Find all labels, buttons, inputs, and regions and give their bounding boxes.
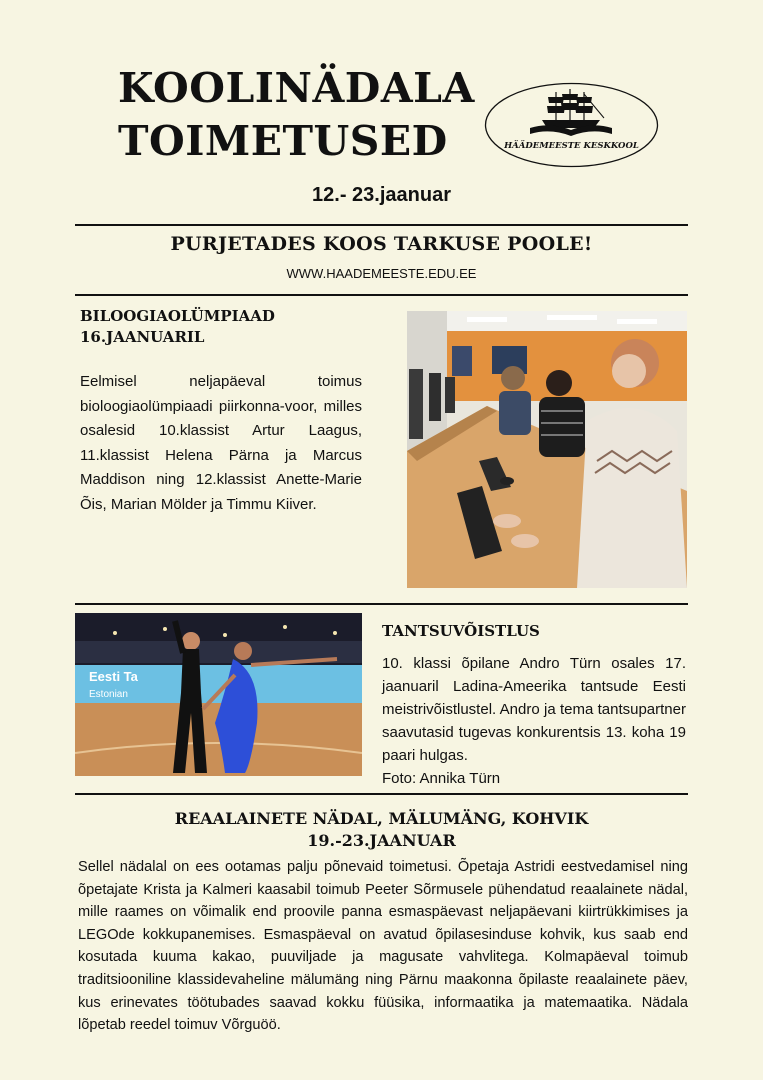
students-at-computers-image: [407, 311, 687, 588]
banner-text-1: Eesti Ta: [89, 669, 138, 684]
biology-heading-line-2: 16.JAANUARIL: [80, 328, 205, 346]
dancing-couple-image: [75, 613, 362, 776]
computer-class-photo: [407, 311, 687, 588]
title-line-2: TOIMETUSED: [118, 117, 448, 165]
science-week-heading-line-2: 19.-23.JAANUAR: [307, 831, 456, 850]
biology-heading: [80, 306, 380, 348]
dance-heading: TANTSUVÕISTLUS: [382, 622, 540, 640]
science-week-heading: [75, 808, 688, 852]
divider: [75, 603, 688, 605]
logo-text: HÄÄDEMEESTE KESKKOOL: [504, 141, 639, 151]
dance-article-text: 10. klassi õpilane Andro Türn osales 17. jaanuaril Ladina-Ameerika tantsude Eesti meistrivõistlustel. Andro ja tema tantsupartner saavutasid tugevas konkurentsis 13. koha 19 paari hulgas.: [382, 655, 686, 764]
school-website-link[interactable]: WWW.HAADEMEESTE.EDU.EE: [286, 266, 477, 281]
school-logo: [484, 82, 659, 168]
science-week-article-text: Sellel nädalal on ees ootamas palju põnevaid toimetusi. Õpetaja Astridi eestvedamisel ning õpetajate Krista ja Kalmeri kaasabil toimub Peeter Sõrmusele pühendatud reaalainete nädal, mille raames on võimalik end proovile panna esmaspäevast neljapäevani kiirtrükkimises ja LEGOde kokkupanemises. Esmaspäeval on avatud õpilasesinduse kohvik, kus saab end kosutada kuuma kakao, puuviljade ja magusate vahvlitega. Kolmapäeval toimub traditsiooniline klassidevaheline mälumäng ning Pärnu maakonna õpilaste reaalainete päev, kus erinevates töötubades saavad kokku füüsika, informaatika ja matemaatika. Nädala lõpetab reedel toimuv Võrguöö.: [78, 859, 688, 1034]
school-motto: PURJETADES KOOS TARKUSE POOLE!: [170, 233, 593, 255]
newsletter-title: [118, 62, 475, 168]
biology-article-text: Eelmisel neljapäeval toimus bioloogiaolümpiaadi piirkonna-voor, milles osalesid 10.klassist Artur Laagus, 11.klassist Helena Pärna ja Marcus Maddison ning 12.klassist Anette-Marie Õis, Marian Mölder ja Timmu Kiiver.: [80, 373, 362, 513]
science-week-heading-line-1: REAALAINETE NÄDAL, MÄLUMÄNG, KOHVIK: [174, 809, 589, 828]
date-range: 12.- 23.jaanuar: [312, 184, 451, 206]
dance-competition-photo: [75, 613, 362, 776]
dance-article: [382, 652, 686, 790]
ship-book-logo-icon: [484, 82, 659, 168]
divider: [75, 793, 688, 795]
photo-credit: Foto: Annika Türn: [382, 770, 501, 787]
divider: [75, 224, 688, 226]
divider: [75, 294, 688, 296]
biology-heading-line-1: BILOOGIAOLÜMPIAAD: [80, 307, 275, 325]
title-line-1: KOOLINÄDALA: [118, 64, 475, 112]
banner-text-2: Estonian: [89, 689, 128, 700]
